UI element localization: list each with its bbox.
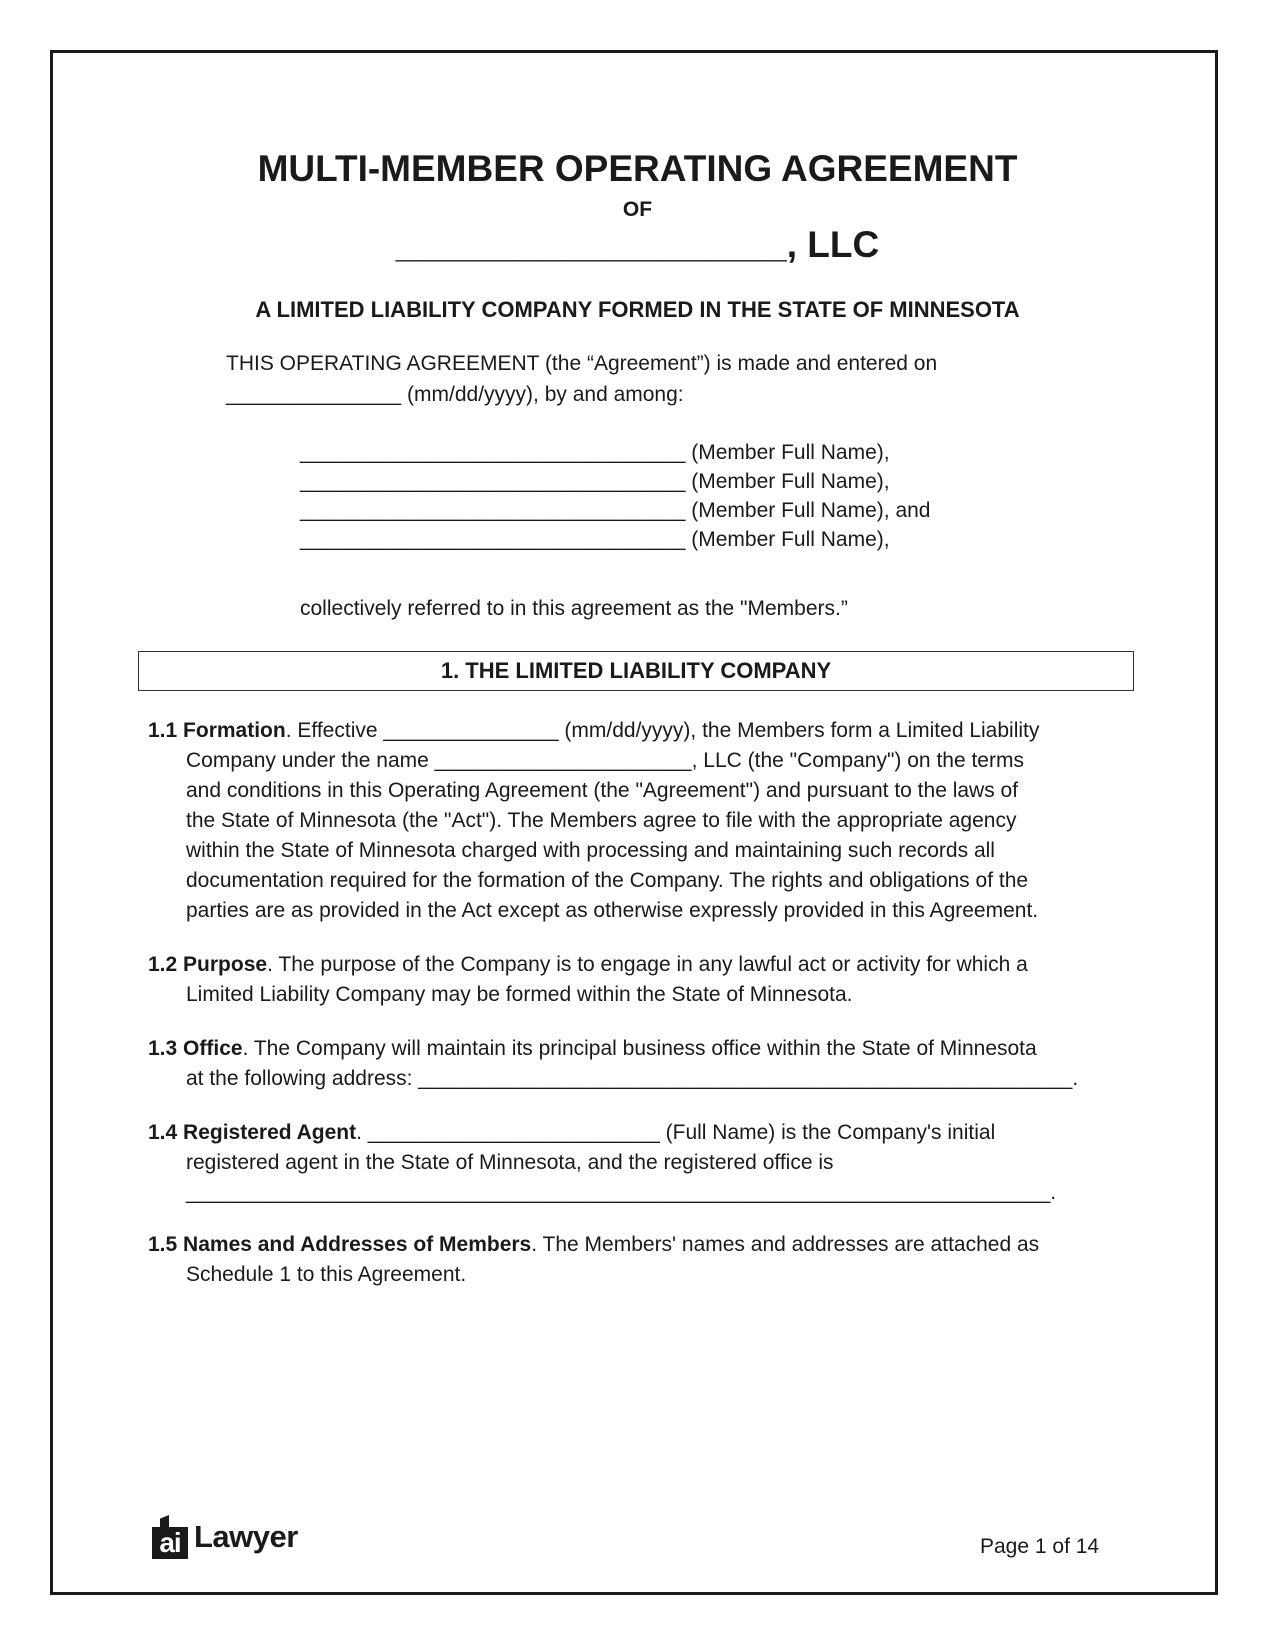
clause-text: Company under the name ______________________, LLC (the "Company") on the terms — [186, 749, 1024, 772]
ailawyer-logo — [152, 1513, 298, 1561]
clause-heading: Registered Agent — [183, 1121, 357, 1144]
clause-text: . The Members' names and addresses are attached as — [531, 1233, 1040, 1256]
page-number: Page 1 of 14 — [980, 1535, 1100, 1558]
intro-line-2: _______________ (mm/dd/yyyy), by and among: — [226, 383, 684, 406]
clause-registered-agent — [148, 1118, 1128, 1208]
clause-office — [148, 1034, 1128, 1094]
clause-text: . The Company will maintain its principal business office within the State of Minnesota — [242, 1037, 1037, 1060]
clause-text: Schedule 1 to this Agreement. — [186, 1263, 467, 1286]
clause-purpose — [148, 950, 1128, 1010]
document-subtitle: A LIMITED LIABILITY COMPANY FORMED IN THE STATE OF MINNESOTA — [255, 297, 1020, 322]
clause-heading: Office — [183, 1037, 243, 1060]
clause-number: 1.2 — [148, 953, 178, 976]
document-title: MULTI-MEMBER OPERATING AGREEMENT — [257, 148, 1018, 189]
clause-text: parties are as provided in the Act except as otherwise expressly provided in this Agreement. — [186, 899, 1039, 922]
clause-number: 1.3 — [148, 1037, 178, 1060]
clause-text: documentation required for the formation of the Company. The rights and obligations of the — [186, 869, 1029, 892]
clause-number: 1.1 — [148, 719, 178, 742]
clause-text: __________________________________________________________________________. — [186, 1181, 1057, 1204]
logo-wordmark: Lawyer — [194, 1519, 298, 1554]
clause-number: 1.5 — [148, 1233, 178, 1256]
clause-text: within the State of Minnesota charged with processing and maintaining such records all — [186, 839, 995, 862]
members-collective-text: collectively referred to in this agreement as the "Members.” — [300, 597, 848, 620]
logo-mark-icon: ai — [152, 1515, 190, 1559]
clause-heading: Formation — [183, 719, 286, 742]
clause-number: 1.4 — [148, 1121, 178, 1144]
clause-formation — [148, 716, 1128, 926]
company-name-line: ___________________, LLC — [395, 224, 880, 265]
member-line: _________________________________ (Member Full Name), — [300, 528, 890, 551]
clause-heading: Names and Addresses of Members — [183, 1233, 532, 1256]
member-line: _________________________________ (Member Full Name), and — [300, 499, 931, 522]
clause-text: registered agent in the State of Minnesota, and the registered office is — [186, 1151, 834, 1174]
clause-member-names-addresses — [148, 1230, 1128, 1290]
document-of: OF — [622, 198, 653, 221]
clause-text: . _________________________ (Full Name) is the Company's initial — [356, 1121, 996, 1144]
intro-line-1: THIS OPERATING AGREEMENT (the “Agreement”) is made and entered on — [226, 352, 938, 375]
member-line: _________________________________ (Member Full Name), — [300, 441, 890, 464]
clause-heading: Purpose — [183, 953, 268, 976]
clause-text: and conditions in this Operating Agreement (the "Agreement") and pursuant to the laws of — [186, 779, 1019, 802]
section-1-heading: 1. THE LIMITED LIABILITY COMPANY — [138, 651, 1134, 691]
clause-text: Limited Liability Company may be formed within the State of Minnesota. — [186, 983, 853, 1006]
clause-text: . Effective _______________ (mm/dd/yyyy), the Members form a Limited Liability — [285, 719, 1040, 742]
clause-text: at the following address: ________________________________________________________. — [186, 1067, 1079, 1090]
member-line: _________________________________ (Member Full Name), — [300, 470, 890, 493]
clause-text: the State of Minnesota (the "Act"). The Members agree to file with the appropriate agency — [186, 809, 1017, 832]
clause-text: . The purpose of the Company is to engage in any lawful act or activity for which a — [267, 953, 1028, 976]
